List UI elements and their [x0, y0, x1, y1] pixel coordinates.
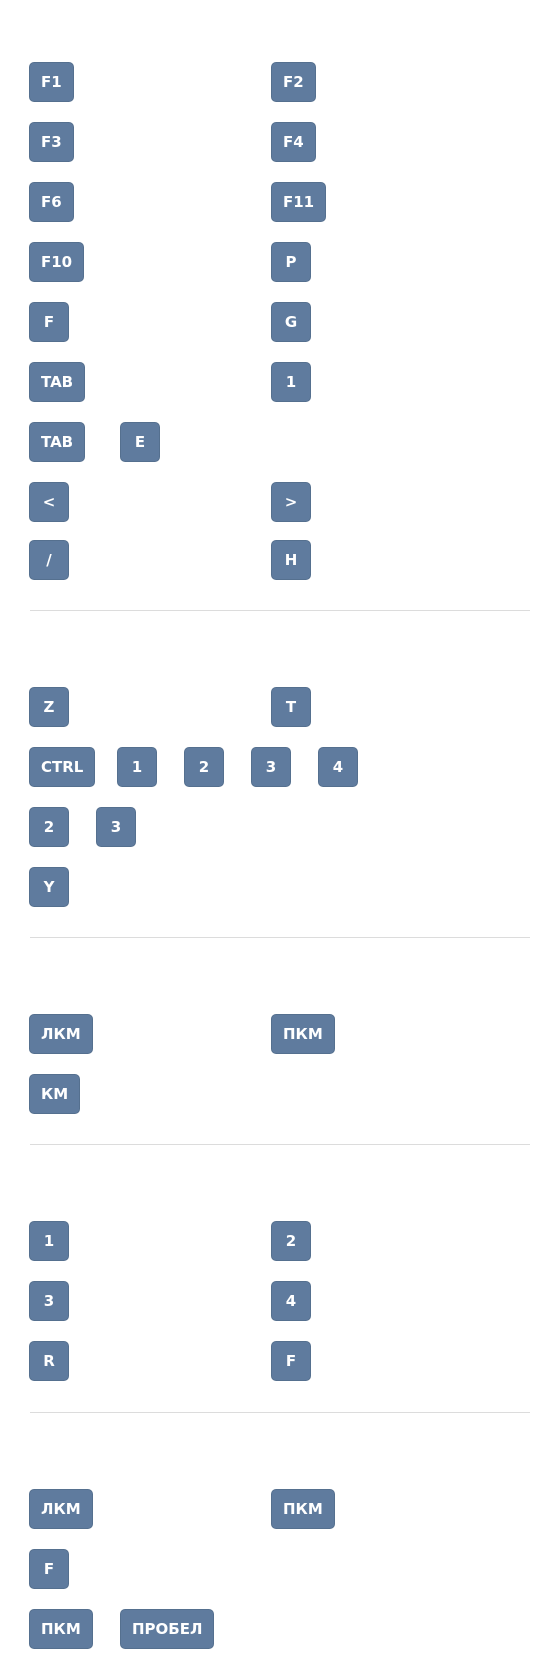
key-left-mouse: ЛКМ: [29, 1489, 93, 1529]
key-space: ПРОБЕЛ: [120, 1609, 214, 1649]
key-less-than: <: [29, 482, 69, 522]
section-divider: [30, 1412, 530, 1413]
key-3: 3: [96, 807, 136, 847]
key-4: 4: [318, 747, 358, 787]
key-mouse-wheel: КМ: [29, 1074, 80, 1114]
key-f4: F4: [271, 122, 316, 162]
key-f11: F11: [271, 182, 326, 222]
key-e: E: [120, 422, 160, 462]
section-divider: [30, 937, 530, 938]
key-f6: F6: [29, 182, 74, 222]
key-tab: TAB: [29, 422, 85, 462]
key-3: 3: [251, 747, 291, 787]
key-2: 2: [29, 807, 69, 847]
key-right-mouse: ПКМ: [271, 1489, 335, 1529]
key-f: F: [271, 1341, 311, 1381]
key-p: P: [271, 242, 311, 282]
key-f1: F1: [29, 62, 74, 102]
key-f: F: [29, 302, 69, 342]
key-f3: F3: [29, 122, 74, 162]
key-f2: F2: [271, 62, 316, 102]
key-1: 1: [117, 747, 157, 787]
key-f10: F10: [29, 242, 84, 282]
key-y: Y: [29, 867, 69, 907]
key-r: R: [29, 1341, 69, 1381]
key-ctrl: CTRL: [29, 747, 95, 787]
key-g: G: [271, 302, 311, 342]
key-2: 2: [184, 747, 224, 787]
key-2: 2: [271, 1221, 311, 1261]
key-3: 3: [29, 1281, 69, 1321]
key-greater-than: >: [271, 482, 311, 522]
key-z: Z: [29, 687, 69, 727]
key-right-mouse: ПКМ: [29, 1609, 93, 1649]
key-f: F: [29, 1549, 69, 1589]
key-right-mouse: ПКМ: [271, 1014, 335, 1054]
section-divider: [30, 610, 530, 611]
key-4: 4: [271, 1281, 311, 1321]
key-1: 1: [29, 1221, 69, 1261]
key-h: H: [271, 540, 311, 580]
key-1: 1: [271, 362, 311, 402]
key-slash: /: [29, 540, 69, 580]
key-t: T: [271, 687, 311, 727]
key-tab: TAB: [29, 362, 85, 402]
key-left-mouse: ЛКМ: [29, 1014, 93, 1054]
section-divider: [30, 1144, 530, 1145]
